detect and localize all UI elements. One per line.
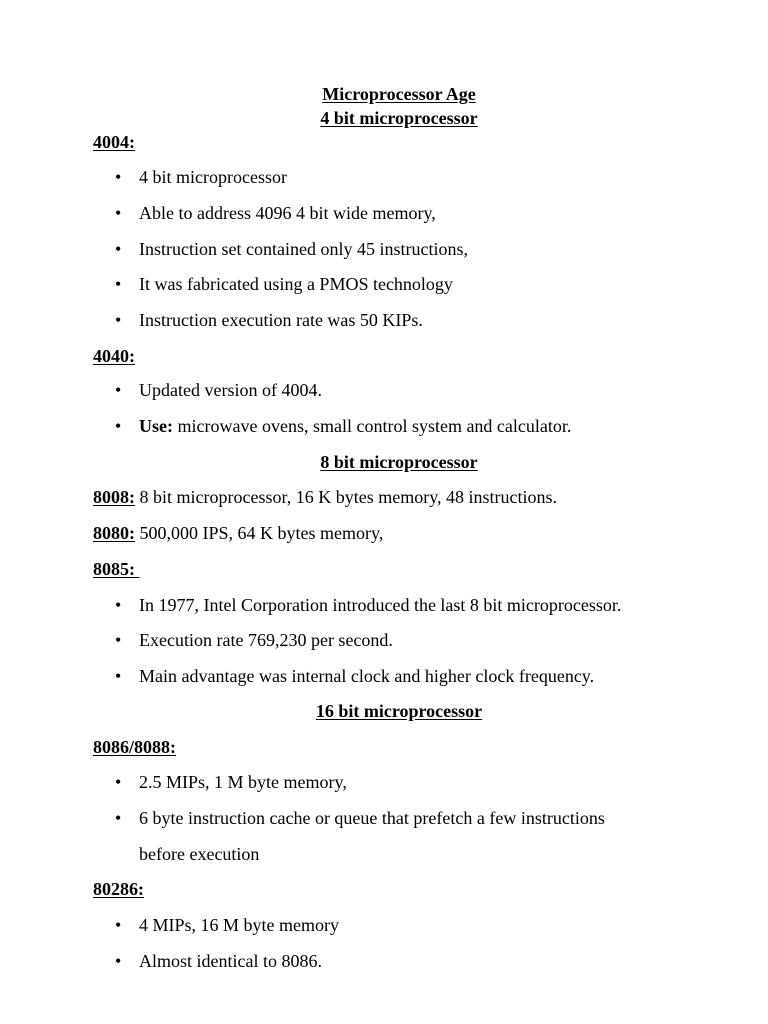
bullet-icon: • [115,310,122,330]
bullet-icon: • [115,203,122,223]
list-item: • In 1977, Intel Corporation introduced the last 8 bit microprocessor. [115,595,622,615]
list-item: • Able to address 4096 4 bit wide memory, [115,203,436,223]
chip-heading-4004: 4004: [93,132,135,152]
list-item: • 2.5 MIPs, 1 M byte memory, [115,772,347,792]
list-item: • Almost identical to 8086. [115,951,322,971]
bullet-icon: • [115,808,122,828]
section-heading-4bit: 4 bit microprocessor [320,108,478,128]
chip-heading-8086: 8086/8088: [93,737,176,757]
bullet-icon: • [115,167,122,187]
chip-label-8080: 8080: [93,523,135,543]
list-item: • 4 bit microprocessor [115,167,287,187]
list-item: • Instruction set contained only 45 instructions, [115,239,468,259]
chip-heading-4040: 4040: [93,346,135,366]
bullet-icon: • [115,380,122,400]
bullet-icon: • [115,416,122,436]
section-heading-16bit: 16 bit microprocessor [315,701,483,721]
chip-label-8008: 8008: [93,487,135,507]
list-item: • Updated version of 4004. [115,380,322,400]
use-label: Use: [139,416,173,436]
bullet-icon: • [115,274,122,294]
bullet-icon: • [115,772,122,792]
list-item: • 6 byte instruction cache or queue that prefetch a few instructions [115,808,605,828]
chip-heading-80286: 80286: [93,879,144,899]
list-item: • It was fabricated using a PMOS technology [115,274,453,294]
bullet-icon: • [115,951,122,971]
list-item: • Instruction execution rate was 50 KIPs. [115,310,423,330]
chip-line-8008: 8008: 8 bit microprocessor, 16 K bytes memory, 48 instructions. [93,487,558,507]
list-item: • Execution rate 769,230 per second. [115,630,393,650]
list-item: • 4 MIPs, 16 M byte memory [115,915,339,935]
bullet-icon: • [115,915,122,935]
section-heading-8bit: 8 bit microprocessor [320,452,478,472]
chip-line-8080: 8080: 500,000 IPS, 64 K bytes memory, [93,523,384,543]
bullet-icon: • [115,666,122,686]
chip-heading-8085: 8085: [93,559,140,579]
document-title: Microprocessor Age [322,84,476,104]
list-item: • Use: microwave ovens, small control system and calculator. [115,416,572,436]
list-item: • Main advantage was internal clock and higher clock frequency. [115,666,595,686]
bullet-icon: • [115,595,122,615]
bullet-icon: • [115,630,122,650]
list-item-continuation: before execution [139,844,260,864]
bullet-icon: • [115,239,122,259]
